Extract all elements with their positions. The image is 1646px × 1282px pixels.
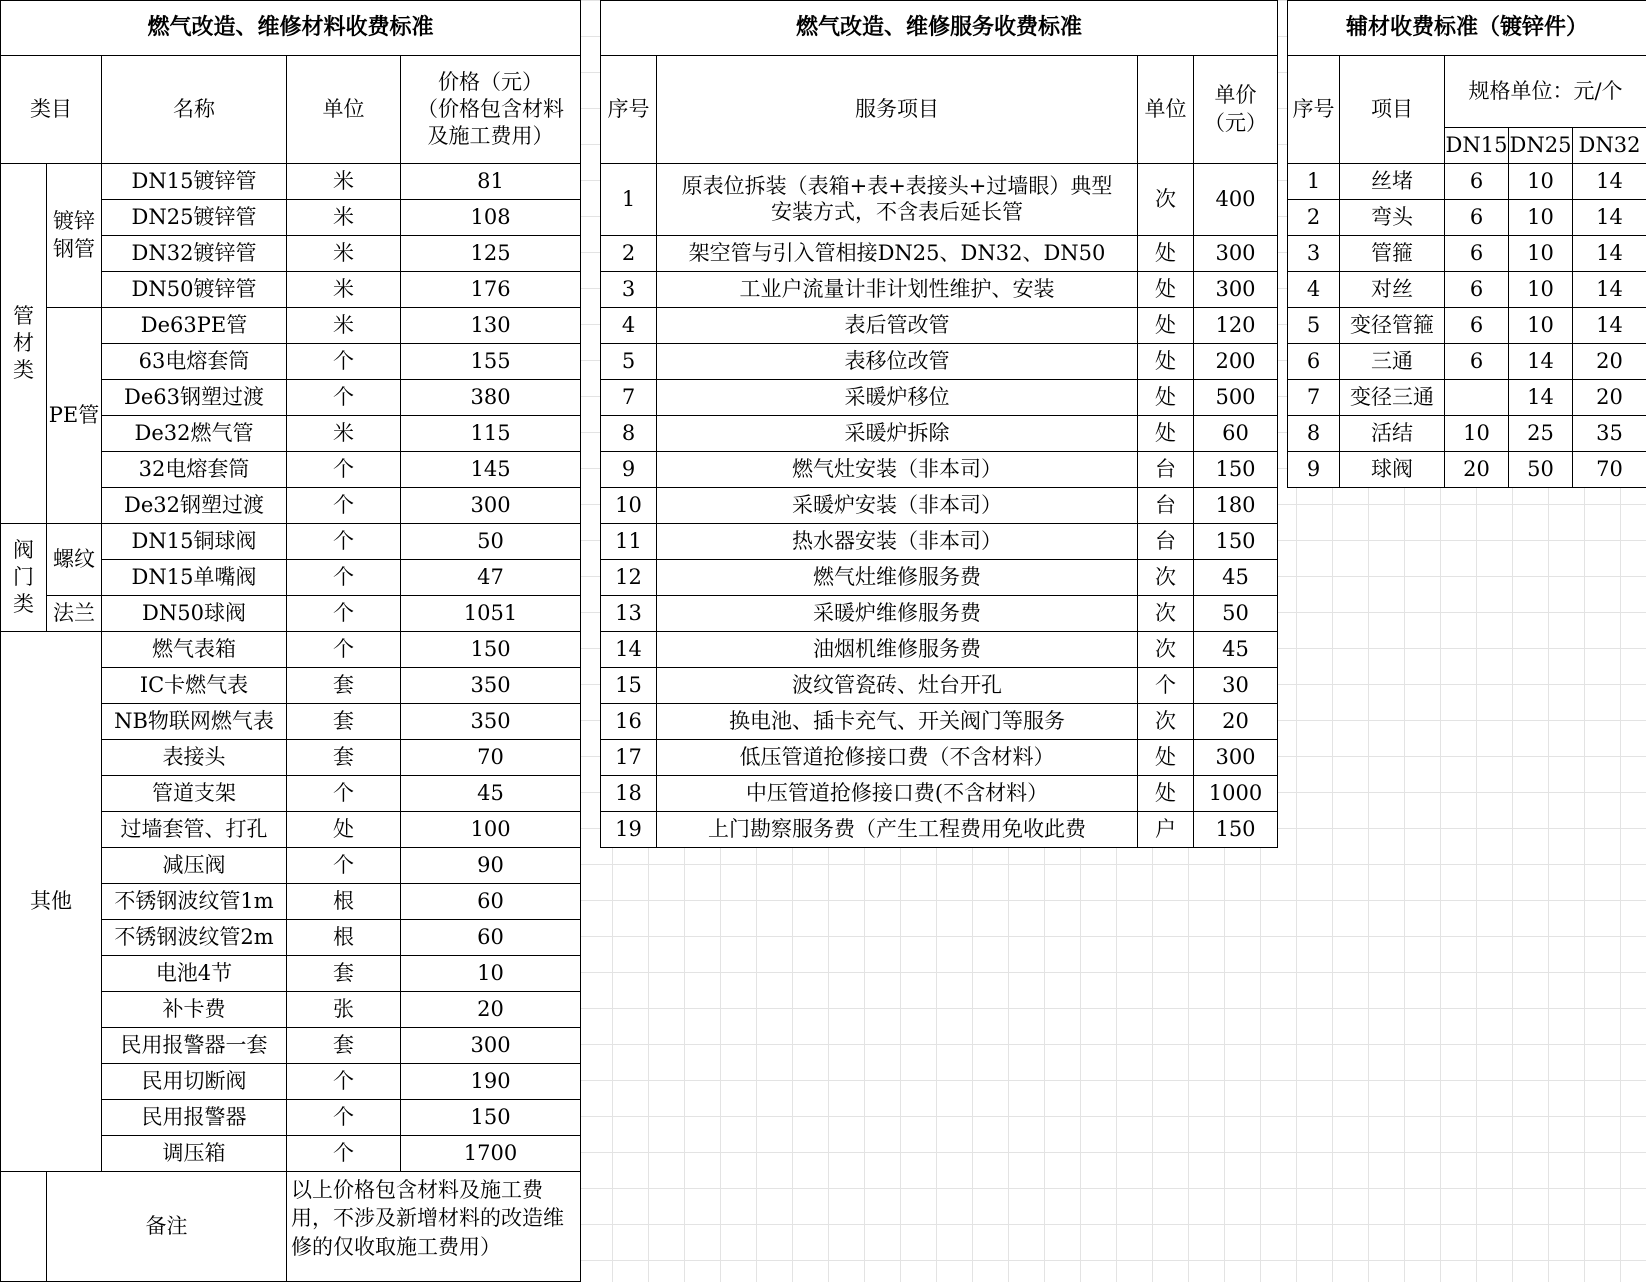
materials-row bbox=[1, 308, 581, 344]
material-name: 民用报警器 bbox=[102, 1100, 287, 1136]
service-item: 波纹管瓷砖、灶台开孔 bbox=[657, 668, 1138, 704]
material-unit: 个 bbox=[287, 380, 401, 416]
service-item: 采暖炉移位 bbox=[657, 380, 1138, 416]
aux-no: 9 bbox=[1288, 452, 1340, 488]
aux-header-item: 项目 bbox=[1340, 56, 1445, 164]
material-price: 190 bbox=[401, 1064, 581, 1100]
service-row bbox=[601, 668, 1278, 704]
service-row bbox=[601, 488, 1278, 524]
service-no: 14 bbox=[601, 632, 657, 668]
material-unit: 套 bbox=[287, 668, 401, 704]
service-no: 12 bbox=[601, 560, 657, 596]
service-item: 中压管道抢修接口费(不含材料） bbox=[657, 776, 1138, 812]
materials-title: 燃气改造、维修材料收费标准 bbox=[1, 1, 581, 56]
service-item: 燃气灶维修服务费 bbox=[657, 560, 1138, 596]
service-item: 低压管道抢修接口费（不含材料） bbox=[657, 740, 1138, 776]
service-unit: 次 bbox=[1138, 596, 1194, 632]
services-header-no: 序号 bbox=[601, 56, 657, 164]
service-price: 500 bbox=[1194, 380, 1278, 416]
service-price: 150 bbox=[1194, 452, 1278, 488]
service-unit: 户 bbox=[1138, 812, 1194, 848]
aux-dn32: 14 bbox=[1573, 164, 1646, 200]
service-no: 13 bbox=[601, 596, 657, 632]
note-label: 备注 bbox=[47, 1172, 287, 1282]
aux-dn25: 14 bbox=[1509, 344, 1573, 380]
material-unit: 个 bbox=[287, 1100, 401, 1136]
service-price: 60 bbox=[1194, 416, 1278, 452]
material-unit: 米 bbox=[287, 164, 401, 200]
material-name: DN32镀锌管 bbox=[102, 236, 287, 272]
material-price: 108 bbox=[401, 200, 581, 236]
material-name: DN15单嘴阀 bbox=[102, 560, 287, 596]
material-name: 电池4节 bbox=[102, 956, 287, 992]
material-price: 145 bbox=[401, 452, 581, 488]
note-cell bbox=[287, 1172, 581, 1282]
aux-row bbox=[1288, 452, 1646, 488]
aux-dn15: 6 bbox=[1445, 344, 1509, 380]
group-galvanized-label: 镀锌 钢管 bbox=[47, 164, 102, 308]
service-unit: 处 bbox=[1138, 776, 1194, 812]
service-no: 3 bbox=[601, 272, 657, 308]
aux-item: 活结 bbox=[1340, 416, 1445, 452]
service-row bbox=[601, 704, 1278, 740]
material-price: 115 bbox=[401, 416, 581, 452]
service-price: 150 bbox=[1194, 812, 1278, 848]
material-name: 32电熔套筒 bbox=[102, 452, 287, 488]
service-row bbox=[601, 632, 1278, 668]
service-price: 200 bbox=[1194, 344, 1278, 380]
materials-row bbox=[1, 164, 581, 200]
service-no: 1 bbox=[601, 164, 657, 236]
service-row bbox=[601, 812, 1278, 848]
service-row bbox=[601, 416, 1278, 452]
material-name: DN15铜球阀 bbox=[102, 524, 287, 560]
aux-row bbox=[1288, 236, 1646, 272]
aux-dn25: 10 bbox=[1509, 164, 1573, 200]
materials-header-name: 名称 bbox=[102, 56, 287, 164]
services-table bbox=[600, 0, 1278, 848]
service-no: 10 bbox=[601, 488, 657, 524]
material-unit: 米 bbox=[287, 236, 401, 272]
aux-dn25: 50 bbox=[1509, 452, 1573, 488]
material-unit: 套 bbox=[287, 704, 401, 740]
material-unit: 个 bbox=[287, 560, 401, 596]
materials-header-price: 价格（元） （价格包含材料 及施工费用） bbox=[401, 56, 581, 164]
service-no: 7 bbox=[601, 380, 657, 416]
material-unit: 根 bbox=[287, 920, 401, 956]
aux-dn25: 10 bbox=[1509, 308, 1573, 344]
aux-dn32: 14 bbox=[1573, 236, 1646, 272]
material-unit: 米 bbox=[287, 416, 401, 452]
service-item: 换电池、插卡充气、开关阀门等服务 bbox=[657, 704, 1138, 740]
service-item: 表移位改管 bbox=[657, 344, 1138, 380]
material-name: 管道支架 bbox=[102, 776, 287, 812]
material-unit: 米 bbox=[287, 308, 401, 344]
material-price: 20 bbox=[401, 992, 581, 1028]
aux-dn32: 20 bbox=[1573, 344, 1646, 380]
service-no: 2 bbox=[601, 236, 657, 272]
aux-dn25: 10 bbox=[1509, 200, 1573, 236]
material-name: 不锈钢波纹管2m bbox=[102, 920, 287, 956]
service-price: 30 bbox=[1194, 668, 1278, 704]
material-name: 调压箱 bbox=[102, 1136, 287, 1172]
material-unit: 米 bbox=[287, 272, 401, 308]
material-price: 90 bbox=[401, 848, 581, 884]
material-price: 300 bbox=[401, 488, 581, 524]
material-price: 60 bbox=[401, 920, 581, 956]
aux-item: 三通 bbox=[1340, 344, 1445, 380]
material-price: 155 bbox=[401, 344, 581, 380]
material-unit: 套 bbox=[287, 740, 401, 776]
aux-dn32: 14 bbox=[1573, 272, 1646, 308]
aux-row bbox=[1288, 416, 1646, 452]
material-unit: 根 bbox=[287, 884, 401, 920]
aux-dn32: 14 bbox=[1573, 200, 1646, 236]
service-row bbox=[601, 380, 1278, 416]
materials-header-unit: 单位 bbox=[287, 56, 401, 164]
aux-item: 对丝 bbox=[1340, 272, 1445, 308]
material-unit: 个 bbox=[287, 452, 401, 488]
aux-no: 7 bbox=[1288, 380, 1340, 416]
aux-dn15: 10 bbox=[1445, 416, 1509, 452]
service-row bbox=[601, 164, 1278, 236]
aux-item: 丝堵 bbox=[1340, 164, 1445, 200]
material-price: 1051 bbox=[401, 596, 581, 632]
services-header-item: 服务项目 bbox=[657, 56, 1138, 164]
services-header-price: 单价 （元） bbox=[1194, 56, 1278, 164]
material-unit: 套 bbox=[287, 1028, 401, 1064]
service-item: 热水器安装（非本司） bbox=[657, 524, 1138, 560]
service-unit: 处 bbox=[1138, 380, 1194, 416]
material-price: 150 bbox=[401, 632, 581, 668]
material-unit: 个 bbox=[287, 848, 401, 884]
material-price: 176 bbox=[401, 272, 581, 308]
service-no: 4 bbox=[601, 308, 657, 344]
aux-dn32: 70 bbox=[1573, 452, 1646, 488]
service-price: 20 bbox=[1194, 704, 1278, 740]
aux-no: 4 bbox=[1288, 272, 1340, 308]
material-price: 300 bbox=[401, 1028, 581, 1064]
service-unit: 次 bbox=[1138, 164, 1194, 236]
material-price: 60 bbox=[401, 884, 581, 920]
service-unit: 次 bbox=[1138, 560, 1194, 596]
aux-dn32: 35 bbox=[1573, 416, 1646, 452]
group-valve-label: 阀 门 类 bbox=[1, 524, 47, 632]
aux-row bbox=[1288, 380, 1646, 416]
aux-dn15 bbox=[1445, 380, 1509, 416]
aux-dn15: 6 bbox=[1445, 200, 1509, 236]
service-price: 180 bbox=[1194, 488, 1278, 524]
material-unit: 个 bbox=[287, 1136, 401, 1172]
service-row bbox=[601, 596, 1278, 632]
aux-dn15: 6 bbox=[1445, 236, 1509, 272]
service-price: 300 bbox=[1194, 740, 1278, 776]
aux-dn25: 14 bbox=[1509, 380, 1573, 416]
service-no: 18 bbox=[601, 776, 657, 812]
note-text: 以上价格包含材料及施工费用，不涉及新增材料的改造维修的仅收取施工费用） bbox=[291, 1172, 576, 1261]
service-item: 油烟机维修服务费 bbox=[657, 632, 1138, 668]
service-price: 45 bbox=[1194, 632, 1278, 668]
material-price: 100 bbox=[401, 812, 581, 848]
aux-row bbox=[1288, 308, 1646, 344]
materials-table bbox=[0, 0, 581, 1282]
service-row bbox=[601, 740, 1278, 776]
aux-table bbox=[1287, 0, 1646, 488]
service-no: 15 bbox=[601, 668, 657, 704]
note-blank bbox=[1, 1172, 47, 1282]
aux-dn25: 10 bbox=[1509, 272, 1573, 308]
materials-row bbox=[1, 524, 581, 560]
aux-dn15: 6 bbox=[1445, 164, 1509, 200]
material-name: 民用切断阀 bbox=[102, 1064, 287, 1100]
service-no: 5 bbox=[601, 344, 657, 380]
material-name: 燃气表箱 bbox=[102, 632, 287, 668]
service-unit: 台 bbox=[1138, 524, 1194, 560]
material-name: De32钢塑过渡 bbox=[102, 488, 287, 524]
aux-row bbox=[1288, 272, 1646, 308]
aux-item: 管箍 bbox=[1340, 236, 1445, 272]
aux-header-spec: 规格单位：元/个 bbox=[1445, 56, 1646, 128]
aux-row bbox=[1288, 164, 1646, 200]
material-name: DN50镀锌管 bbox=[102, 272, 287, 308]
aux-no: 2 bbox=[1288, 200, 1340, 236]
materials-row bbox=[1, 596, 581, 632]
service-unit: 处 bbox=[1138, 272, 1194, 308]
service-item: 采暖炉安装（非本司） bbox=[657, 488, 1138, 524]
aux-dn25: 10 bbox=[1509, 236, 1573, 272]
service-item: 燃气灶安装（非本司） bbox=[657, 452, 1138, 488]
material-unit: 个 bbox=[287, 776, 401, 812]
material-name: 不锈钢波纹管1m bbox=[102, 884, 287, 920]
material-price: 10 bbox=[401, 956, 581, 992]
group-other-label: 其他 bbox=[1, 632, 102, 1172]
service-unit: 处 bbox=[1138, 416, 1194, 452]
service-unit: 台 bbox=[1138, 452, 1194, 488]
material-unit: 套 bbox=[287, 956, 401, 992]
group-pe-label: PE管 bbox=[47, 308, 102, 524]
aux-item: 球阀 bbox=[1340, 452, 1445, 488]
service-item: 表后管改管 bbox=[657, 308, 1138, 344]
material-price: 380 bbox=[401, 380, 581, 416]
material-name: DN50球阀 bbox=[102, 596, 287, 632]
service-price: 50 bbox=[1194, 596, 1278, 632]
aux-dn32: 14 bbox=[1573, 308, 1646, 344]
aux-no: 8 bbox=[1288, 416, 1340, 452]
group-pipe-label: 管 材 类 bbox=[1, 164, 47, 524]
material-unit: 个 bbox=[287, 344, 401, 380]
aux-dn15: 6 bbox=[1445, 272, 1509, 308]
material-price: 47 bbox=[401, 560, 581, 596]
group-thread-label: 螺纹 bbox=[47, 524, 102, 596]
service-unit: 处 bbox=[1138, 740, 1194, 776]
service-price: 1000 bbox=[1194, 776, 1278, 812]
service-price: 45 bbox=[1194, 560, 1278, 596]
service-item: 采暖炉维修服务费 bbox=[657, 596, 1138, 632]
aux-no: 1 bbox=[1288, 164, 1340, 200]
aux-item: 变径管箍 bbox=[1340, 308, 1445, 344]
service-unit: 处 bbox=[1138, 344, 1194, 380]
materials-note-row bbox=[1, 1172, 581, 1282]
material-name: De32燃气管 bbox=[102, 416, 287, 452]
service-row bbox=[601, 308, 1278, 344]
aux-no: 5 bbox=[1288, 308, 1340, 344]
material-name: DN15镀锌管 bbox=[102, 164, 287, 200]
materials-header-category: 类目 bbox=[1, 56, 102, 164]
service-row bbox=[601, 560, 1278, 596]
aux-header-dn15: DN15 bbox=[1445, 128, 1509, 164]
service-no: 9 bbox=[601, 452, 657, 488]
material-name: 63电熔套筒 bbox=[102, 344, 287, 380]
services-title: 燃气改造、维修服务收费标准 bbox=[601, 1, 1278, 56]
material-price: 50 bbox=[401, 524, 581, 560]
material-price: 130 bbox=[401, 308, 581, 344]
aux-no: 6 bbox=[1288, 344, 1340, 380]
material-price: 125 bbox=[401, 236, 581, 272]
material-name: De63钢塑过渡 bbox=[102, 380, 287, 416]
aux-header-dn25: DN25 bbox=[1509, 128, 1573, 164]
material-price: 70 bbox=[401, 740, 581, 776]
aux-item: 变径三通 bbox=[1340, 380, 1445, 416]
service-no: 16 bbox=[601, 704, 657, 740]
material-price: 350 bbox=[401, 668, 581, 704]
aux-row bbox=[1288, 344, 1646, 380]
service-unit: 处 bbox=[1138, 236, 1194, 272]
service-price: 150 bbox=[1194, 524, 1278, 560]
material-unit: 个 bbox=[287, 596, 401, 632]
service-row bbox=[601, 344, 1278, 380]
material-name: 表接头 bbox=[102, 740, 287, 776]
material-price: 350 bbox=[401, 704, 581, 740]
aux-dn15: 20 bbox=[1445, 452, 1509, 488]
aux-header-dn32: DN32 bbox=[1573, 128, 1646, 164]
material-unit: 米 bbox=[287, 200, 401, 236]
material-price: 1700 bbox=[401, 1136, 581, 1172]
material-name: NB物联网燃气表 bbox=[102, 704, 287, 740]
service-no: 8 bbox=[601, 416, 657, 452]
material-name: DN25镀锌管 bbox=[102, 200, 287, 236]
group-flange-label: 法兰 bbox=[47, 596, 102, 632]
service-unit: 次 bbox=[1138, 632, 1194, 668]
service-item: 架空管与引入管相接DN25、DN32、DN50 bbox=[657, 236, 1138, 272]
aux-header-no: 序号 bbox=[1288, 56, 1340, 164]
service-no: 19 bbox=[601, 812, 657, 848]
service-row bbox=[601, 236, 1278, 272]
service-unit: 台 bbox=[1138, 488, 1194, 524]
service-row bbox=[601, 452, 1278, 488]
service-item: 采暖炉拆除 bbox=[657, 416, 1138, 452]
aux-title: 辅材收费标准（镀锌件） bbox=[1288, 1, 1646, 56]
service-price: 400 bbox=[1194, 164, 1278, 236]
aux-dn15: 6 bbox=[1445, 308, 1509, 344]
service-no: 11 bbox=[601, 524, 657, 560]
service-unit: 个 bbox=[1138, 668, 1194, 704]
service-row bbox=[601, 524, 1278, 560]
material-price: 150 bbox=[401, 1100, 581, 1136]
aux-item: 弯头 bbox=[1340, 200, 1445, 236]
aux-dn25: 25 bbox=[1509, 416, 1573, 452]
material-name: IC卡燃气表 bbox=[102, 668, 287, 704]
service-price: 300 bbox=[1194, 272, 1278, 308]
service-item: 工业户流量计非计划性维护、安装 bbox=[657, 272, 1138, 308]
material-unit: 个 bbox=[287, 524, 401, 560]
material-name: 补卡费 bbox=[102, 992, 287, 1028]
service-row bbox=[601, 776, 1278, 812]
material-name: 过墙套管、打孔 bbox=[102, 812, 287, 848]
service-unit: 处 bbox=[1138, 308, 1194, 344]
material-unit: 个 bbox=[287, 632, 401, 668]
material-name: 民用报警器一套 bbox=[102, 1028, 287, 1064]
aux-no: 3 bbox=[1288, 236, 1340, 272]
service-row bbox=[601, 272, 1278, 308]
aux-dn32: 20 bbox=[1573, 380, 1646, 416]
service-unit: 次 bbox=[1138, 704, 1194, 740]
service-price: 300 bbox=[1194, 236, 1278, 272]
material-unit: 个 bbox=[287, 1064, 401, 1100]
material-name: De63PE管 bbox=[102, 308, 287, 344]
service-item: 上门勘察服务费（产生工程费用免收此费 bbox=[657, 812, 1138, 848]
aux-row bbox=[1288, 200, 1646, 236]
service-price: 120 bbox=[1194, 308, 1278, 344]
material-price: 81 bbox=[401, 164, 581, 200]
service-item: 原表位拆装（表箱+表+表接头+过墙眼）典型 安装方式，不含表后延长管 bbox=[657, 164, 1138, 236]
material-name: 减压阀 bbox=[102, 848, 287, 884]
material-price: 45 bbox=[401, 776, 581, 812]
materials-row bbox=[1, 632, 581, 668]
service-no: 17 bbox=[601, 740, 657, 776]
material-unit: 个 bbox=[287, 488, 401, 524]
material-unit: 处 bbox=[287, 812, 401, 848]
material-unit: 张 bbox=[287, 992, 401, 1028]
services-header-unit: 单位 bbox=[1138, 56, 1194, 164]
